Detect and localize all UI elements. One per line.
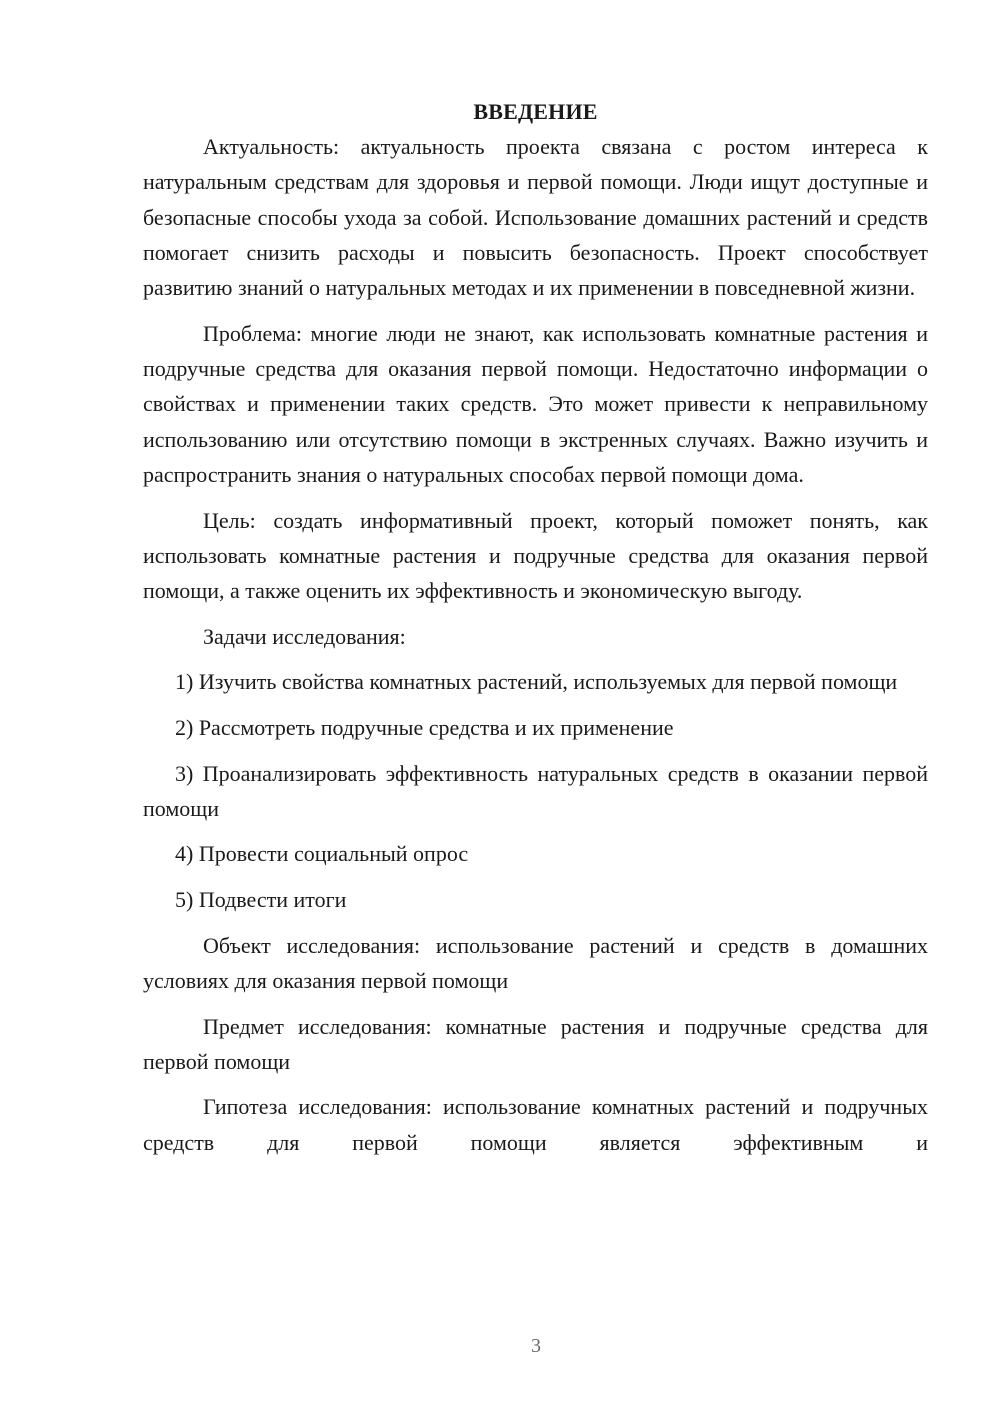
tasks-heading: Задачи исследования:	[203, 623, 406, 649]
section-title: ВВЕДЕНИЕ	[473, 99, 598, 124]
task-item: 5) Подвести итоги	[175, 887, 347, 913]
page-number: 3	[531, 1335, 541, 1357]
subject-paragraph: Предмет исследования: комнатные растения и подручные средства для первой помощи	[143, 1013, 928, 1074]
document-body	[143, 94, 928, 1160]
task-item: 1) Изучить свойства комнатных растений, используемых для первой помощи	[175, 669, 898, 695]
relevance-paragraph: Актуальность: актуальность проекта связана с ростом интереса к натуральным средствам для здоровья и первой помощи. Люди ищут доступные и безопасные способы ухода за собой. Использование домашних растений и средств помогает снизить расходы и повысить безопасность. Проект способствует развитию знаний о натуральных методах и их применении в повседневной жизни.	[143, 134, 928, 301]
object-paragraph: Объект исследования: использование растений и средств в домашних условиях для оказания первой помощи	[143, 932, 928, 993]
task-item: 4) Провести социальный опрос	[175, 841, 469, 867]
task-item: 2) Рассмотреть подручные средства и их применение	[175, 714, 674, 740]
hypothesis-paragraph: Гипотеза исследования: использование комнатных растений и подручных средств для первой помощи является эффективным и	[143, 1094, 928, 1155]
problem-paragraph: Проблема: многие люди не знают, как использовать комнатные растения и подручные средства для оказания первой помощи. Недостаточно информации о свойствах и применении таких средств. Это может привести к неправильному использованию или отсутствию помощи в экстренных случаях. Важно изучить и распространить знания о натуральных способах первой помощи дома.	[143, 320, 928, 487]
task-item: 3) Проанализировать эффективность натуральных средств в оказании первой помощи	[143, 760, 928, 821]
goal-paragraph: Цель: создать информативный проект, который поможет понять, как использовать комнатные растения и подручные средства для оказания первой помощи, а также оценить их эффективность и экономическую выгоду.	[143, 507, 928, 604]
